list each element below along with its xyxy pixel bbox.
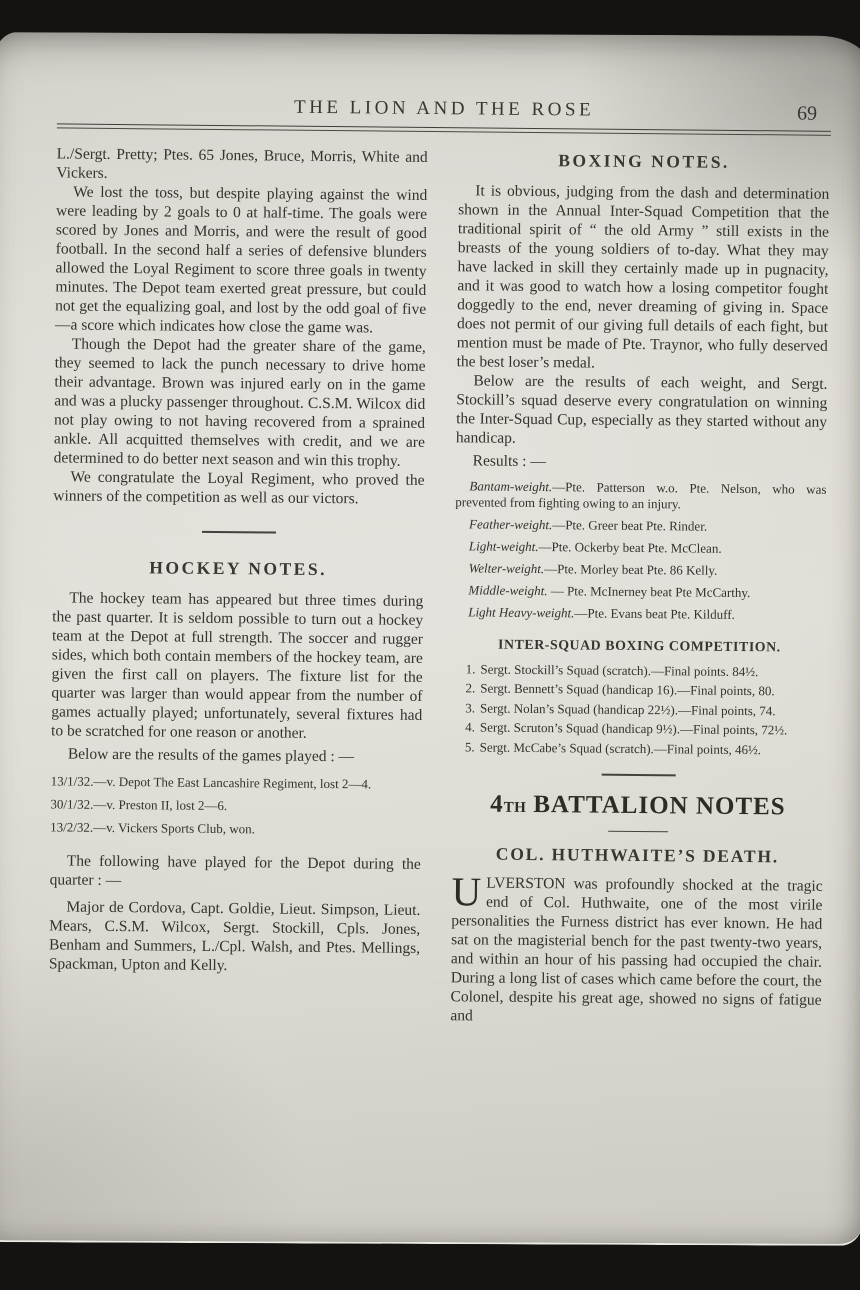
heading-divider [608, 831, 668, 833]
page-number: 69 [796, 102, 818, 125]
football-para-congratulate: We congratulate the Loyal Regiment, who proved the winners of the competition as well as our victors. [53, 468, 425, 507]
football-para-toss: We lost the toss, but despite playing against the wind were leading by 2 goals to 0 at half-time. The goals were scored by Jones and Morris, and were the result of good football. In the second half a series of defensive blunders allowed the Loyal Regiment to score three goals in twenty minutes. The Depot team exerted great pressure, but could not get the equalizing goal, and lost by the odd goal of five—a score which indicates how close the game was. [54, 183, 428, 336]
left-column [48, 144, 427, 1025]
hockey-para-following: The following have played for the Depot during the quarter : — [49, 852, 421, 889]
huthwaite-para-text: LVERSTON was profoundly shocked at the tragic end of Col. Huthwaite, one of the most virile personalities the Furness district has ever known. He had sat on the magisterial bench for the past twenty-two years, and within an hour of his passing had occupied the chair. During a long list of cases which came before the court, the Colonel, despite his great age, showed no signs of fatigue and [450, 874, 823, 1025]
fixture-row [51, 773, 422, 793]
result-text: —Pte. Evans beat Pte. Kilduff. [574, 604, 735, 622]
standing-rank: 1. [465, 660, 476, 676]
battalion-number: 4 [490, 790, 504, 818]
standing-text: Sergt. Scruton’s Squad (handicap 9½).—Final points, 72½. [479, 719, 788, 738]
fixture-text: —v. Vickers Sports Club, won. [93, 819, 255, 836]
boxing-para-below: Below are the results of each weight, and Sergt. Stockill’s squad deserve every congratulation on winning the Inter-Squad Cup, especially as they started without any handicap. [455, 371, 828, 447]
result-text: — Pte. McInerney beat Pte McCarthy. [547, 582, 751, 600]
section-divider [601, 774, 675, 777]
section-divider [202, 530, 276, 533]
weight-class-label: Light-weight. [468, 537, 539, 554]
result-text: —Pte. Patterson w.o. Pte. Nelson, who was prevented from fighting owing to an injury. [455, 478, 827, 511]
result-row [455, 478, 826, 514]
hockey-notes-heading: HOCKEY NOTES. [149, 556, 328, 579]
battalion-notes-heading [452, 790, 823, 821]
result-text: —Pte. Ockerby beat Pte. McClean. [538, 538, 722, 556]
boxing-results-list [454, 478, 826, 624]
huthwaite-death-heading: COL. HUTHWAITE’S DEATH. [495, 843, 780, 867]
standing-rank: 4. [465, 719, 475, 735]
result-row [454, 582, 825, 602]
result-row [454, 604, 825, 624]
columns [48, 144, 830, 1029]
weight-class-label: Welter-weight. [468, 559, 545, 576]
hockey-para-players: Major de Cordova, Capt. Goldie, Lieut. Simpson, Lieut. Mears, C.S.M. Wilcox, Sergt. Stockill, Cpls. Jones, Benham and Summers, L./Cpl. Walsh, and Ptes. Mellings, Spackman, Upton and Kelly. [48, 898, 421, 974]
header-rule [57, 123, 831, 135]
page-content [0, 32, 860, 1246]
fixture-date: 13/2/32. [50, 818, 94, 835]
result-row [455, 516, 826, 536]
standing-text: Sergt. Nolan’s Squad (handicap 22½).—Final points, 74. [480, 700, 776, 718]
standing-rank: 5. [464, 738, 475, 754]
weight-class-label: Feather-weight. [469, 515, 553, 532]
fixture-date: 30/1/32. [50, 795, 94, 812]
page-header [57, 94, 831, 135]
result-row [455, 538, 826, 558]
standing-row [453, 700, 824, 719]
standing-text: Sergt. McCabe’s Squad (scratch).—Final points, 46½. [479, 739, 762, 757]
scanned-page [0, 32, 860, 1246]
fixture-row [50, 819, 421, 839]
standing-row [453, 719, 824, 738]
standing-rank: 3. [465, 699, 476, 715]
journal-title: THE LION AND THE ROSE [293, 96, 595, 121]
fixture-date: 13/1/32. [50, 772, 94, 789]
fixture-row [50, 796, 421, 816]
standing-rank: 2. [465, 680, 476, 696]
result-text: —Pte. Morley beat Pte. 86 Kelly. [544, 560, 718, 578]
inter-squad-standings-list [453, 661, 825, 758]
result-row [455, 560, 826, 580]
inter-squad-competition-heading: INTER-SQUAD BOXING COMPETITION. [498, 636, 781, 654]
weight-class-label: Light Heavy-weight. [468, 603, 575, 620]
fixture-text: —v. Depot The East Lancashire Regiment, lost 2—4. [93, 773, 372, 791]
hockey-para-intro: The hockey team has appeared but three times during the past quarter. It is seldom possible to turn out a hockey team at the Depot at full strength. The soccer and rugger sides, which both contain members of the hockey team, are given the first call on players. The fixture list for the quarter was larger than would appear from the number of games actually played; unfortunately, several fixtures had to be scratched for one reason or another. [51, 589, 424, 742]
boxing-results-label: Results : — [472, 451, 546, 470]
boxing-notes-heading: BOXING NOTES. [558, 149, 730, 172]
football-para-continuation: L./Sergt. Pretty; Ptes. 65 Jones, Bruce, Morris, White and Vickers. [56, 144, 428, 182]
hockey-fixtures-list [50, 773, 422, 839]
standing-row [453, 680, 824, 699]
boxing-para-intro: It is obvious, judging from the dash and determination shown in the Annual Inter-Squad Competition that the traditional spirit of “ the old Army ” still exists in the breasts of the young soldiers of to-day. What they may have lacked in skill they certainly made up in pugnacity, and it was good to watch how a losing competitor fought doggedly to the end, never dreaming of giving in. Space does not permit of our giving full details of each fight, but mention must be made of Pte. Traynor, who fully deserved the best loser’s medal. [456, 181, 830, 372]
weight-class-label: Bantam-weight. [469, 477, 553, 494]
standing-text: Sergt. Stockill’s Squad (scratch).—Final points. 84½. [480, 661, 759, 679]
huthwaite-para [450, 868, 823, 1029]
standing-row [453, 739, 824, 758]
right-column [450, 148, 829, 1029]
hockey-para-below: Below are the results of the games played : — [67, 745, 355, 765]
weight-class-label: Middle-weight. [468, 581, 548, 598]
football-para-though: Though the Depot had the greater share of the game, they seemed to lack the punch necessary to drive home their advantage. Brown was injured early on in the game and was a plucky passenger throughout. C.S.M. Wilcox did not play owing to not having recovered from a sprained ankle. All acquitted themselves with credit, and we are determined to do better next season and win this trophy. [53, 335, 426, 470]
battalion-number-suffix: TH [503, 799, 527, 816]
battalion-heading-text: BATTALION NOTES [533, 791, 786, 821]
drop-cap: U [451, 868, 482, 915]
result-text: —Pte. Greer beat Pte. Rinder. [552, 516, 708, 534]
standing-text: Sergt. Bennett’s Squad (handicap 16).—Final points, 80. [480, 680, 775, 699]
standing-row [454, 661, 825, 680]
fixture-text: —v. Preston II, lost 2—6. [93, 796, 228, 813]
